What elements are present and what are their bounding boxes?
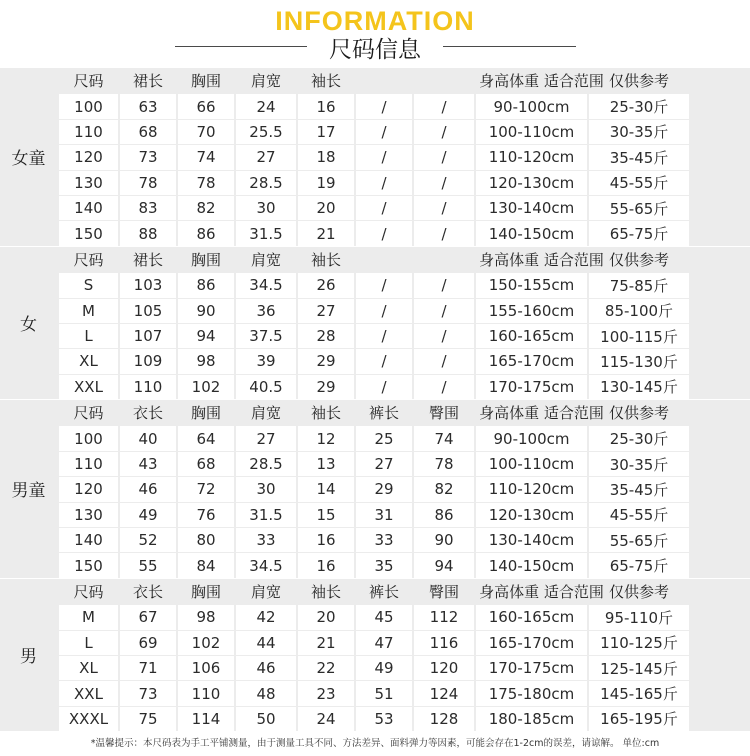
table-cell: 83 bbox=[120, 195, 176, 220]
table-cell: 13 bbox=[298, 451, 354, 476]
table-cell: 82 bbox=[178, 195, 234, 220]
table-cell: 107 bbox=[120, 323, 176, 348]
header-row bbox=[0, 400, 750, 425]
table-cell: 30-35斤 bbox=[589, 119, 689, 144]
table-row bbox=[0, 425, 750, 450]
column-header bbox=[356, 247, 412, 272]
table-cell: XXL bbox=[59, 374, 118, 399]
table-cell: 39 bbox=[236, 348, 296, 373]
table-cell: 100-110cm bbox=[476, 119, 587, 144]
table-cell: M bbox=[59, 604, 118, 629]
table-cell: 29 bbox=[298, 348, 354, 373]
title-english: INFORMATION bbox=[275, 6, 475, 36]
table-cell: 75-85斤 bbox=[589, 272, 689, 297]
table-cell: 33 bbox=[236, 527, 296, 552]
table-cell: 20 bbox=[298, 195, 354, 220]
table-cell: 70 bbox=[178, 119, 234, 144]
table-cell: 170-175cm bbox=[476, 655, 587, 680]
table-cell: 120-130cm bbox=[476, 170, 587, 195]
table-cell: / bbox=[356, 348, 412, 373]
table-cell: 55-65斤 bbox=[589, 195, 689, 220]
page-title: 尺码信息 bbox=[329, 37, 421, 63]
table-cell: 36 bbox=[236, 298, 296, 323]
table-cell: / bbox=[414, 93, 474, 118]
table-cell: 90-100cm bbox=[476, 93, 587, 118]
table-cell: 68 bbox=[120, 119, 176, 144]
table-cell: 74 bbox=[414, 425, 474, 450]
table-cell: 28.5 bbox=[236, 451, 296, 476]
table-cell: 51 bbox=[356, 680, 412, 705]
table-cell: 35 bbox=[356, 552, 412, 577]
table-cell: 16 bbox=[298, 527, 354, 552]
table-cell: 14 bbox=[298, 476, 354, 501]
table-row bbox=[0, 451, 750, 476]
table-cell: 30 bbox=[236, 195, 296, 220]
size-section bbox=[0, 247, 750, 399]
table-cell: 42 bbox=[236, 604, 296, 629]
table-cell: 86 bbox=[178, 220, 234, 245]
table-cell: 43 bbox=[120, 451, 176, 476]
table-cell: 165-170cm bbox=[476, 348, 587, 373]
table-cell: 106 bbox=[178, 655, 234, 680]
table-cell: 48 bbox=[236, 680, 296, 705]
table-cell: 44 bbox=[236, 630, 296, 655]
table-cell: 120 bbox=[59, 476, 118, 501]
column-header: 裤长 bbox=[368, 404, 399, 423]
table-cell: 66 bbox=[178, 93, 234, 118]
table-cell: 37.5 bbox=[236, 323, 296, 348]
table-cell: 94 bbox=[414, 552, 474, 577]
table-cell: 86 bbox=[414, 502, 474, 527]
table-cell: 50 bbox=[236, 706, 296, 731]
table-cell: 25-30斤 bbox=[589, 93, 689, 118]
table-row bbox=[0, 604, 750, 629]
group-label: 女童 bbox=[11, 149, 46, 170]
column-header: 臀围 bbox=[428, 404, 459, 423]
column-header: 胸围 bbox=[190, 72, 221, 91]
table-cell: 12 bbox=[298, 425, 354, 450]
table-cell: 23 bbox=[298, 680, 354, 705]
table-cell: 175-180cm bbox=[476, 680, 587, 705]
table-cell: / bbox=[414, 348, 474, 373]
table-cell: / bbox=[356, 298, 412, 323]
table-cell: 88 bbox=[120, 220, 176, 245]
group-label: 男童 bbox=[11, 481, 46, 502]
table-cell: 25.5 bbox=[236, 119, 296, 144]
table-cell: 110-125斤 bbox=[589, 630, 689, 655]
group-label: 女 bbox=[20, 315, 37, 336]
table-cell: 78 bbox=[120, 170, 176, 195]
table-cell: 45-55斤 bbox=[589, 170, 689, 195]
table-cell: 103 bbox=[120, 272, 176, 297]
table-cell: 150-155cm bbox=[476, 272, 587, 297]
column-header: 肩宽 bbox=[250, 250, 281, 269]
table-row bbox=[0, 348, 750, 373]
footer-note: *温馨提示：本尺码表为手工平铺测量，由于测量工具不同、方法差异、面料弹力等因素，可能会存在1-2cm的误差，请谅解。 单位:cm bbox=[90, 738, 660, 749]
table-cell: 110-120cm bbox=[476, 476, 587, 501]
column-header: 袖长 bbox=[310, 250, 341, 269]
table-cell: / bbox=[414, 170, 474, 195]
table-cell: 31.5 bbox=[236, 502, 296, 527]
table-cell: 160-165cm bbox=[476, 604, 587, 629]
table-cell: 160-165cm bbox=[476, 323, 587, 348]
column-header: 仅供参考 bbox=[608, 72, 669, 91]
column-header: 身高体重 适合范围 bbox=[479, 583, 604, 601]
table-cell: 49 bbox=[356, 655, 412, 680]
table-row bbox=[0, 706, 750, 731]
header-row bbox=[0, 247, 750, 272]
table-cell: 110 bbox=[59, 119, 118, 144]
table-cell: / bbox=[356, 119, 412, 144]
column-header: 衣长 bbox=[132, 583, 163, 601]
table-cell: / bbox=[414, 144, 474, 169]
table-cell: 100-110cm bbox=[476, 451, 587, 476]
table-row bbox=[0, 93, 750, 118]
table-cell: 16 bbox=[298, 93, 354, 118]
table-cell: 170-175cm bbox=[476, 374, 587, 399]
column-header bbox=[414, 247, 474, 272]
table-cell: 64 bbox=[178, 425, 234, 450]
table-row bbox=[0, 272, 750, 297]
table-cell: 75 bbox=[120, 706, 176, 731]
table-cell: 82 bbox=[414, 476, 474, 501]
table-cell: 26 bbox=[298, 272, 354, 297]
table-row bbox=[0, 655, 750, 680]
table-cell: 24 bbox=[298, 706, 354, 731]
column-header: 尺码 bbox=[73, 583, 104, 601]
table-cell: 47 bbox=[356, 630, 412, 655]
table-cell: 35-45斤 bbox=[589, 476, 689, 501]
table-cell: 98 bbox=[178, 604, 234, 629]
table-cell: 114 bbox=[178, 706, 234, 731]
table-cell: 80 bbox=[178, 527, 234, 552]
table-cell: 49 bbox=[120, 502, 176, 527]
table-row bbox=[0, 170, 750, 195]
table-cell: 98 bbox=[178, 348, 234, 373]
table-cell: 95-110斤 bbox=[589, 604, 689, 629]
table-cell: 17 bbox=[298, 119, 354, 144]
table-cell: 45-55斤 bbox=[589, 502, 689, 527]
table-cell: 120 bbox=[414, 655, 474, 680]
column-header: 衣长 bbox=[132, 404, 163, 423]
table-cell: 120 bbox=[59, 144, 118, 169]
table-cell: 110-120cm bbox=[476, 144, 587, 169]
table-cell: 125-145斤 bbox=[589, 655, 689, 680]
table-cell: 130-140cm bbox=[476, 527, 587, 552]
column-header: 尺码 bbox=[73, 404, 104, 423]
table-cell: 40 bbox=[120, 425, 176, 450]
table-row bbox=[0, 195, 750, 220]
table-cell: 130 bbox=[59, 502, 118, 527]
table-cell: 116 bbox=[414, 630, 474, 655]
table-cell: / bbox=[356, 374, 412, 399]
column-header: 仅供参考 bbox=[608, 250, 669, 269]
column-header: 身高体重 适合范围 bbox=[479, 404, 604, 423]
header-row bbox=[0, 68, 750, 93]
table-row bbox=[0, 502, 750, 527]
table-cell: 46 bbox=[236, 655, 296, 680]
table-cell: 155-160cm bbox=[476, 298, 587, 323]
table-cell: 165-195斤 bbox=[589, 706, 689, 731]
table-cell: 140 bbox=[59, 195, 118, 220]
size-section bbox=[0, 400, 750, 578]
table-cell: 21 bbox=[298, 220, 354, 245]
table-row bbox=[0, 144, 750, 169]
table-cell: 29 bbox=[356, 476, 412, 501]
header-row bbox=[0, 579, 750, 604]
size-section bbox=[0, 68, 750, 246]
column-header: 肩宽 bbox=[250, 404, 281, 423]
table-row bbox=[0, 220, 750, 245]
table-cell: 53 bbox=[356, 706, 412, 731]
table-cell: 22 bbox=[298, 655, 354, 680]
table-cell: 165-170cm bbox=[476, 630, 587, 655]
table-cell: 140-150cm bbox=[476, 552, 587, 577]
column-header: 肩宽 bbox=[250, 583, 281, 601]
table-cell: 90 bbox=[178, 298, 234, 323]
table-cell: 150 bbox=[59, 220, 118, 245]
table-cell: 21 bbox=[298, 630, 354, 655]
table-cell: 27 bbox=[236, 144, 296, 169]
table-cell: XXXL bbox=[59, 706, 118, 731]
table-cell: 180-185cm bbox=[476, 706, 587, 731]
table-cell: 35-45斤 bbox=[589, 144, 689, 169]
column-header: 仅供参考 bbox=[608, 583, 669, 601]
table-row bbox=[0, 476, 750, 501]
table-cell: 25 bbox=[356, 425, 412, 450]
size-section bbox=[0, 579, 750, 731]
table-cell: 31.5 bbox=[236, 220, 296, 245]
table-cell: 130-140cm bbox=[476, 195, 587, 220]
table-cell: 52 bbox=[120, 527, 176, 552]
table-cell: 71 bbox=[120, 655, 176, 680]
column-header: 仅供参考 bbox=[608, 404, 669, 423]
table-cell: / bbox=[356, 272, 412, 297]
table-cell: 110 bbox=[120, 374, 176, 399]
table-cell: 102 bbox=[178, 374, 234, 399]
table-cell: 76 bbox=[178, 502, 234, 527]
table-cell: / bbox=[356, 220, 412, 245]
table-cell: / bbox=[356, 323, 412, 348]
column-header: 袖长 bbox=[310, 72, 341, 91]
table-cell: 67 bbox=[120, 604, 176, 629]
table-cell: 110 bbox=[178, 680, 234, 705]
table-cell: 27 bbox=[236, 425, 296, 450]
column-header: 胸围 bbox=[190, 404, 221, 423]
table-cell: 27 bbox=[298, 298, 354, 323]
column-header: 裤长 bbox=[368, 583, 399, 601]
table-cell: 85-100斤 bbox=[589, 298, 689, 323]
column-header: 裙长 bbox=[132, 250, 163, 269]
table-cell: 46 bbox=[120, 476, 176, 501]
column-header: 臀围 bbox=[428, 583, 459, 601]
table-cell: 25-30斤 bbox=[589, 425, 689, 450]
table-cell: 90 bbox=[414, 527, 474, 552]
table-cell: L bbox=[59, 630, 118, 655]
table-cell: 105 bbox=[120, 298, 176, 323]
table-cell: 130-145斤 bbox=[589, 374, 689, 399]
table-cell: / bbox=[356, 144, 412, 169]
table-cell: L bbox=[59, 323, 118, 348]
table-cell: 100 bbox=[59, 93, 118, 118]
size-table bbox=[0, 68, 750, 731]
table-cell: 27 bbox=[356, 451, 412, 476]
table-cell: 55-65斤 bbox=[589, 527, 689, 552]
table-cell: 20 bbox=[298, 604, 354, 629]
table-cell: 16 bbox=[298, 552, 354, 577]
table-cell: XL bbox=[59, 348, 118, 373]
table-cell: 65-75斤 bbox=[589, 552, 689, 577]
table-cell: 145-165斤 bbox=[589, 680, 689, 705]
table-cell: / bbox=[356, 93, 412, 118]
table-row bbox=[0, 374, 750, 399]
table-cell: 34.5 bbox=[236, 272, 296, 297]
table-row bbox=[0, 680, 750, 705]
table-cell: 115-130斤 bbox=[589, 348, 689, 373]
column-header: 裙长 bbox=[132, 72, 163, 91]
table-cell: / bbox=[414, 195, 474, 220]
table-cell: 29 bbox=[298, 374, 354, 399]
table-cell: / bbox=[356, 170, 412, 195]
table-cell: 69 bbox=[120, 630, 176, 655]
table-row bbox=[0, 323, 750, 348]
table-cell: S bbox=[59, 272, 118, 297]
table-cell: 78 bbox=[414, 451, 474, 476]
column-header: 身高体重 适合范围 bbox=[479, 250, 604, 269]
table-cell: 65-75斤 bbox=[589, 220, 689, 245]
table-cell: 130 bbox=[59, 170, 118, 195]
table-cell: XL bbox=[59, 655, 118, 680]
table-cell: 112 bbox=[414, 604, 474, 629]
table-cell: 68 bbox=[178, 451, 234, 476]
column-header bbox=[414, 68, 474, 93]
table-cell: 40.5 bbox=[236, 374, 296, 399]
table-cell: 15 bbox=[298, 502, 354, 527]
table-cell: / bbox=[356, 195, 412, 220]
table-cell: 102 bbox=[178, 630, 234, 655]
table-cell: 72 bbox=[178, 476, 234, 501]
table-cell: / bbox=[414, 119, 474, 144]
column-header: 胸围 bbox=[190, 250, 221, 269]
table-cell: 78 bbox=[178, 170, 234, 195]
table-cell: 63 bbox=[120, 93, 176, 118]
column-header bbox=[356, 68, 412, 93]
table-cell: 28.5 bbox=[236, 170, 296, 195]
table-cell: 124 bbox=[414, 680, 474, 705]
table-cell: M bbox=[59, 298, 118, 323]
table-cell: 73 bbox=[120, 144, 176, 169]
table-cell: 100 bbox=[59, 425, 118, 450]
table-cell: 30-35斤 bbox=[589, 451, 689, 476]
group-label: 男 bbox=[20, 647, 37, 668]
table-cell: 45 bbox=[356, 604, 412, 629]
table-cell: 84 bbox=[178, 552, 234, 577]
column-header: 尺码 bbox=[73, 250, 104, 269]
table-cell: 73 bbox=[120, 680, 176, 705]
column-header: 身高体重 适合范围 bbox=[479, 72, 604, 91]
table-row bbox=[0, 527, 750, 552]
table-cell: 128 bbox=[414, 706, 474, 731]
table-cell: 110 bbox=[59, 451, 118, 476]
table-cell: 74 bbox=[178, 144, 234, 169]
table-cell: 140-150cm bbox=[476, 220, 587, 245]
table-cell: / bbox=[414, 220, 474, 245]
table-cell: / bbox=[414, 298, 474, 323]
column-header: 尺码 bbox=[73, 72, 104, 91]
table-cell: 30 bbox=[236, 476, 296, 501]
table-cell: / bbox=[414, 374, 474, 399]
table-cell: 28 bbox=[298, 323, 354, 348]
table-cell: 140 bbox=[59, 527, 118, 552]
table-cell: 24 bbox=[236, 93, 296, 118]
table-row bbox=[0, 552, 750, 577]
column-header: 胸围 bbox=[190, 583, 221, 601]
table-cell: 18 bbox=[298, 144, 354, 169]
table-cell: 33 bbox=[356, 527, 412, 552]
table-cell: 31 bbox=[356, 502, 412, 527]
table-cell: 19 bbox=[298, 170, 354, 195]
column-header: 袖长 bbox=[310, 583, 341, 601]
table-cell: 150 bbox=[59, 552, 118, 577]
table-cell: 109 bbox=[120, 348, 176, 373]
table-row bbox=[0, 298, 750, 323]
table-cell: 94 bbox=[178, 323, 234, 348]
column-header: 肩宽 bbox=[250, 72, 281, 91]
title-divider-right bbox=[443, 46, 576, 47]
table-cell: 100-115斤 bbox=[589, 323, 689, 348]
table-cell: XXL bbox=[59, 680, 118, 705]
table-row bbox=[0, 630, 750, 655]
table-cell: 55 bbox=[120, 552, 176, 577]
table-cell: / bbox=[414, 272, 474, 297]
table-cell: 120-130cm bbox=[476, 502, 587, 527]
table-cell: 90-100cm bbox=[476, 425, 587, 450]
table-cell: 86 bbox=[178, 272, 234, 297]
table-cell: / bbox=[414, 323, 474, 348]
table-cell: 34.5 bbox=[236, 552, 296, 577]
table-row bbox=[0, 119, 750, 144]
column-header: 袖长 bbox=[310, 404, 341, 423]
